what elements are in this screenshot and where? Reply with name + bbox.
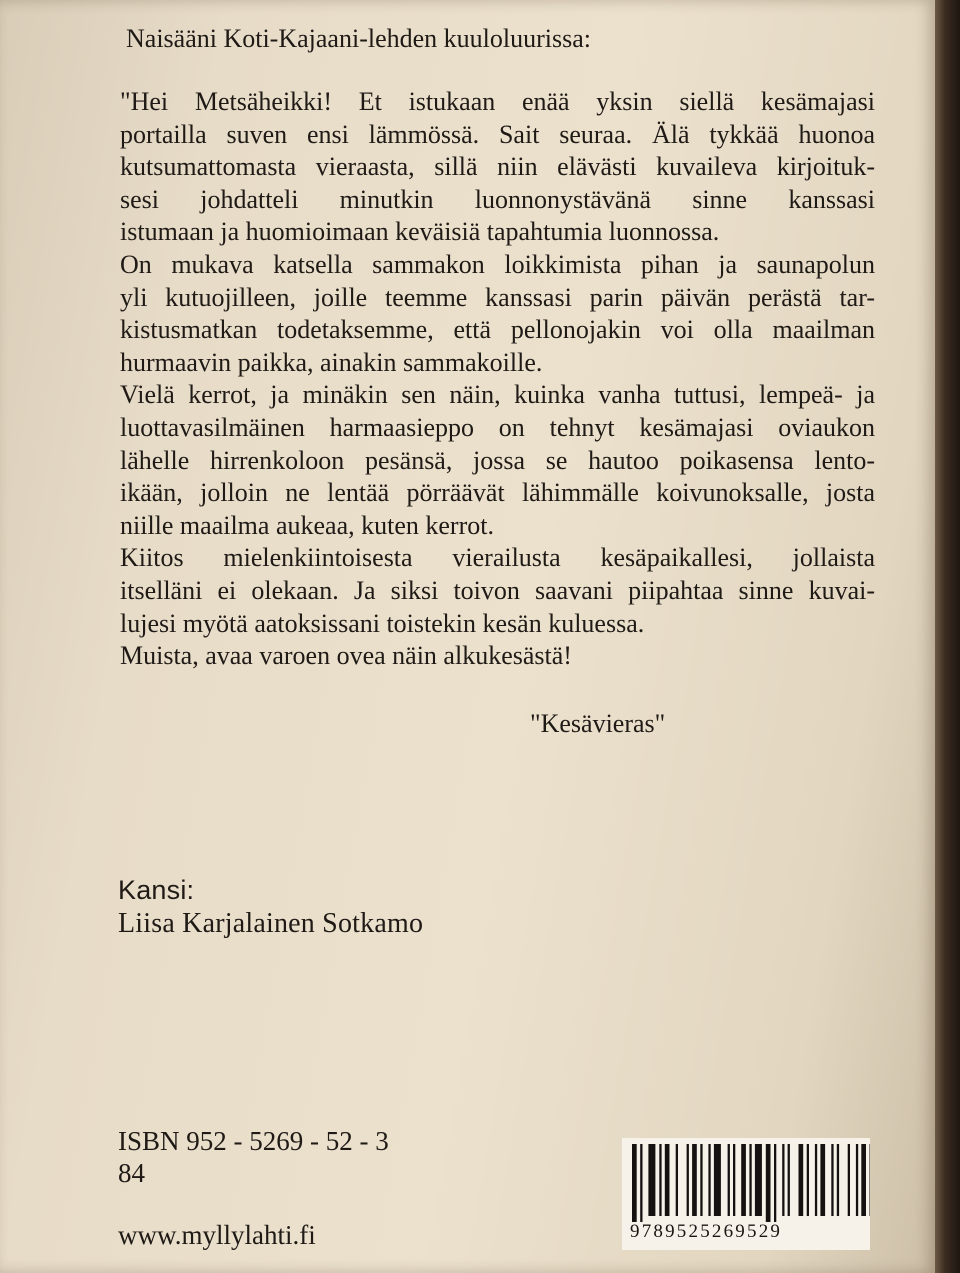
letter-line: itselläni ei olekaan. Ja siksi toivon saavani piipahtaa sinne kuvai- (120, 575, 875, 605)
barcode-bar (799, 1144, 804, 1216)
barcode-bar (728, 1144, 730, 1216)
barcode-bar (831, 1144, 833, 1216)
isbn-number: ISBN 952 - 5269 - 52 - 3 (118, 1126, 389, 1156)
barcode-bar (700, 1144, 702, 1216)
barcode-bar (708, 1144, 710, 1216)
letter-line: "Hei Metsäheikki! Et istukaan enää yksin siellä kesämajasi (120, 87, 875, 116)
barcode-bar (749, 1144, 751, 1216)
barcode-bar (788, 1144, 790, 1216)
barcode-bar (837, 1144, 839, 1216)
barcode-bar (856, 1144, 858, 1216)
barcode-bar (741, 1144, 746, 1216)
letter-line: sesi johdatteli minutkin luonnonystävänä sinne kanssasi (120, 184, 875, 214)
barcode-bar (648, 1144, 655, 1216)
cover-credits (118, 873, 423, 941)
barcode-bar (640, 1144, 642, 1222)
cover-label: Kansi: (118, 875, 195, 905)
barcode-bars (622, 1138, 870, 1222)
barcode-bar (692, 1144, 697, 1216)
barcode-bar (687, 1144, 689, 1216)
barcode-bar (714, 1144, 721, 1216)
cover-artist: Liisa Karjalainen Sotkamo (118, 908, 424, 939)
letter-line: On mukava katsella sammakon loikkimista pihan ja saunapolun (120, 249, 875, 279)
letter-heading: Naisääni Koti-Kajaani-lehden kuuloluurissa: (126, 24, 591, 53)
letter-line: niille maailma aukeaa, kuten kerrot. (120, 510, 494, 540)
letter-line: ikään, jolloin ne lentää pörräävät lähimmälle koivunoksalle, josta (120, 478, 875, 508)
isbn-barcode (622, 1138, 870, 1250)
barcode-digits: 9789525269529 (630, 1221, 783, 1242)
letter-line: kutsumattomasta vieraasta, sillä niin elävästi kuvaileva kirjoituk- (120, 152, 875, 182)
letter-line: Kiitos mielenkiintoisesta vierailusta kesäpaikallesi, jollaista (120, 543, 875, 573)
barcode-bar (815, 1144, 817, 1216)
barcode-bar (676, 1144, 678, 1216)
barcode-bar (820, 1144, 825, 1216)
letter-line: istumaan ja huomioimaan keväisiä tapahtumia luonnossa. (120, 217, 720, 247)
letter-line: lähelle hirrenkoloon pesänsä, jossa se hautoo poikasensa lento- (120, 445, 875, 475)
barcode-bar (665, 1144, 670, 1216)
letter-line: kistusmatkan todetaksemme, että pellonojakin voi olla maailman (120, 315, 875, 345)
letter-body (120, 86, 875, 673)
barcode-bar (755, 1144, 762, 1216)
code-number: 84 (118, 1158, 145, 1188)
letter-line: luottavasilmäinen harmaasieppo on tehnyt kesämajasi oviaukon (120, 412, 875, 442)
barcode-bar (782, 1144, 784, 1216)
letter-line: hurmaavin paikka, ainakin sammakoille. (120, 347, 543, 377)
publisher-website: www.myllylahti.fi (118, 1220, 316, 1250)
barcode-bar (733, 1144, 735, 1216)
letter-line: portailla suven ensi lämmössä. Sait seuraa. Älä tykkää huonoa (120, 119, 875, 149)
letter-signature: "Kesävieras" (530, 709, 666, 738)
letter-line: Vielä kerrot, ja minäkin sen näin, kuinka vanha tuttusi, lempeä- ja (120, 380, 875, 410)
barcode-bar (632, 1144, 637, 1222)
isbn-block (118, 1125, 389, 1189)
barcode-bar (848, 1144, 850, 1216)
letter-line: lujesi myötä aatoksissani toistekin kesän kuluessa. (120, 608, 645, 638)
barcode-bar (659, 1144, 661, 1216)
barcode-bar (774, 1144, 776, 1222)
cover-edge-shadow (935, 0, 960, 1273)
barcode-bar (861, 1144, 866, 1216)
letter-line: Muista, avaa varoen ovea näin alkukesästä! (120, 641, 572, 671)
barcode-bar (807, 1144, 809, 1216)
letter-line: yli kutuojilleen, joille teemme kanssasi parin päivän perästä tar- (120, 282, 875, 312)
barcode-bar (870, 1144, 871, 1216)
barcode-bar (766, 1144, 771, 1222)
